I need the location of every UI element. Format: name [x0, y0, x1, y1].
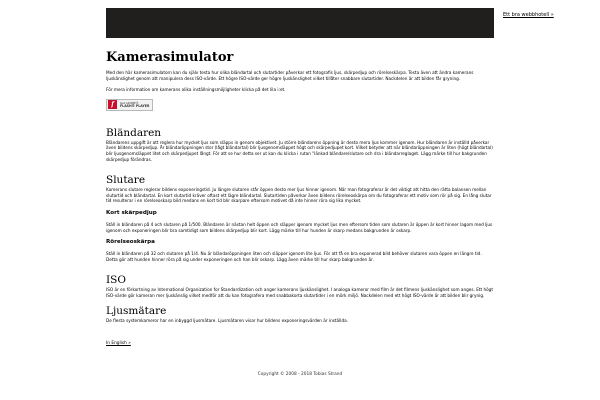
intro-text: Med den här kamerasimulatorn kan du själv testa hur olika bländartal och slutartider påverkar ett fotografis ljus, skärpedjup och rörelseskärpa. Testa även att ändra kamerans ljuskänslighet genom att manipulera dess ISO-värde. Ett högre ISO-värde ger högre ljuskänslighet vilket tillåter snabbare slutartider. Nackdelen är att bilden får gryning. [106, 70, 474, 81]
footer-copyright: Copyright © 2008 - 2018 Tobias Strand [257, 372, 343, 377]
main-content [106, 50, 494, 348]
section-text-rorelseoskarpa: Ställ in bländaren på 32 och slutaren på 1/4. Nu är bländaröppningen liten och släpper igenom lite ljus. För att få en bra exponerad bild behöver slutaren vara öppen en längre tid. Detta gör att hunden hinner röra på sig under exponeringen och han blir oskarp. Lägg även märke till hur skarp bakgrunden är. [106, 251, 482, 262]
flash-logo-icon: f [108, 100, 117, 109]
section-heading-slutare: Slutare [106, 174, 146, 187]
header-banner [106, 8, 494, 38]
section-heading-blandaren: Bländaren [106, 126, 162, 139]
section-text-ljusmatare: De flesta systemkameror har en inbyggd ljusmätare. Ljusmätaren visar hur bildens exponeringsvärden är inställda. [106, 317, 348, 323]
subheading-rorelseoskarpa: Rörelseoskärpa [106, 239, 155, 246]
section-text-blandaren: Bländarens uppgift är att reglera hur mycket ljus som släpps in genom objektivet. Ju större bländarens öppning är desto mera ljus kommer igenom. Hur bländaren är inställd påverkar även bildens skärpedjup. Är bländaröppningen stor (lågt bländartal) blir ljusgenomsläppet högt och skärpedjupet kort. Vilket betyder att när bländaröppningen är liten (högt bländartal) blir ljusgenomsläppet litet och skärpedjupet långt. För att se hur detta ser ut kan du klicka i rutan "länkad bländare/slutare och dra i bländarreglaget. Lägg märke till hur bakgrunden skärpedjup förändras. [106, 139, 493, 162]
flash-badge-line1: Get ADOBE® [120, 100, 139, 105]
english-link[interactable]: In English » [106, 341, 131, 347]
subheading-kort-skarpedjup: Kort skärpedjup [106, 209, 157, 216]
get-flash-player-button[interactable] [106, 99, 153, 111]
page-title: Kamerasimulator [106, 50, 234, 65]
section-text-kort-skarpedjup: Ställ in bländaren på 4 och slutaren på 1/500. Bländaren är nästan helt öppen och släpper igenom mycket ljus men eftersom tiden som slutaren är öppen är kort hinner lagom med ljus igenom och exponeringen blir bra samtidigt som bildens skärpedjup blir kort. Lägg märke till hur hunden är skarp medans bakgrunden är oskarp. [106, 221, 493, 233]
section-heading-iso: ISO [106, 274, 126, 287]
flash-badge-line2: FLASH® PLAYER [120, 103, 150, 108]
section-text-slutare: Kamerans slutare reglerar bildens exponeringstid. Ju längre slutaren står öppen desto mer ljus hinner igenom. När man fotograferar är det viktigt att hitta den rätta balansen mellan slutartid och bländartal. En kort slutartid kräver oftast ett lägre bländartal. Slutartiden påverkar även bildens rörelseoskärpa om du fotograferar ett motiv som rör på sig. En lång slutar tid resulterar i en rörelseoskarp bild medans en kort tid blir skarpare eftersom motivet då inte hinner röra sig lika mycket. [106, 187, 492, 204]
section-text-iso: ISO är en förkortning av International Organization for Standardization och anger kamerans ljuskänslighet. I analoga kameror med film är det filmens ljuskänslighet som anges. Ett högt ISO-värde gör kameran mer ljuskänslig vilket medför att du kan fotografera med snabbakorta slutartider i en mörk miljö. Nackdelen med ett högt ISO-värde är att bilden blir grynig. [106, 287, 493, 298]
section-heading-ljusmatare: Ljusmätare [106, 304, 167, 317]
web-hosting-link[interactable]: Ett bra webbhotell » [503, 12, 554, 18]
info-text: För mera information om kamerans olika inställningsmöjligheter klicka på det lila i:et. [106, 87, 286, 93]
